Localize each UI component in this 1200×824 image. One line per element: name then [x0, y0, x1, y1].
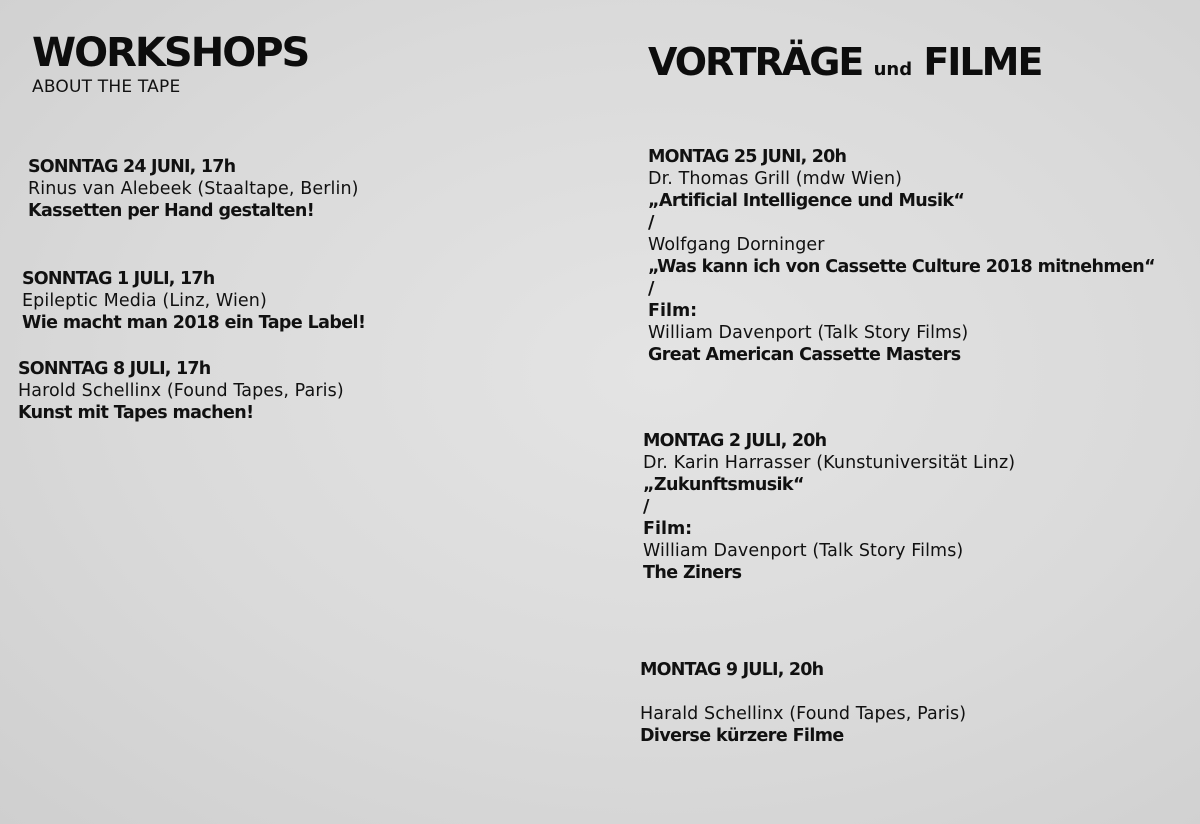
film-label: Film:	[643, 519, 693, 539]
film-title: Diverse kürzere Filme	[640, 726, 844, 746]
workshop-date: SONNTAG 1 JULI, 17h	[22, 269, 215, 289]
workshop-entry-3	[18, 358, 344, 424]
film-director: William Davenport (Talk Story Films)	[648, 323, 969, 343]
workshop-entry-2	[22, 268, 365, 334]
talk-date: MONTAG 2 JULI, 20h	[643, 431, 827, 451]
talk-speaker: Dr. Thomas Grill (mdw Wien)	[648, 169, 903, 189]
talk-date: MONTAG 9 JULI, 20h	[640, 660, 824, 680]
talk-speaker: Dr. Karin Harrasser (Kunstuniversität Linz)	[643, 453, 1016, 473]
film-label: Film:	[648, 301, 698, 321]
workshops-heading: WORKSHOPS	[32, 30, 309, 76]
workshop-date: SONNTAG 8 JULI, 17h	[18, 359, 211, 379]
workshops-subheading: ABOUT THE TAPE	[32, 77, 181, 97]
spacer	[640, 681, 966, 703]
workshop-person: Rinus van Alebeek (Staaltape, Berlin)	[28, 179, 359, 199]
talk-date: MONTAG 25 JUNI, 20h	[648, 147, 847, 167]
film-title: Great American Cassette Masters	[648, 345, 961, 365]
workshop-date: SONNTAG 24 JUNI, 17h	[28, 157, 236, 177]
talks-heading-und: und	[873, 59, 913, 80]
workshop-title: Kassetten per Hand gestalten!	[28, 201, 315, 221]
talk-entry-1	[648, 146, 1155, 366]
separator-slash: /	[648, 279, 655, 299]
separator-slash: /	[648, 213, 655, 233]
talks-heading	[648, 40, 1041, 84]
talk-title: „Was kann ich von Cassette Culture 2018 mitnehmen“	[648, 257, 1156, 277]
film-presenter: Harald Schellinx (Found Tapes, Paris)	[640, 704, 967, 724]
talk-speaker: Wolfgang Dorninger	[648, 235, 825, 255]
film-director: William Davenport (Talk Story Films)	[643, 541, 964, 561]
talk-entry-2	[643, 430, 1015, 584]
workshop-person: Harold Schellinx (Found Tapes, Paris)	[18, 381, 344, 401]
talks-heading-part1: VORTRÄGE	[648, 40, 863, 84]
workshop-person: Epileptic Media (Linz, Wien)	[22, 291, 267, 311]
separator-slash: /	[643, 497, 650, 517]
talk-title: „Zukunftsmusik“	[643, 475, 804, 495]
talk-title: „Artificial Intelligence und Musik“	[648, 191, 965, 211]
workshop-title: Wie macht man 2018 ein Tape Label!	[22, 313, 366, 333]
talks-heading-part2: FILME	[923, 40, 1042, 84]
workshop-entry-1	[28, 156, 359, 222]
film-title: The Ziners	[643, 563, 742, 583]
workshop-title: Kunst mit Tapes machen!	[18, 403, 254, 423]
talk-entry-3	[640, 659, 966, 747]
